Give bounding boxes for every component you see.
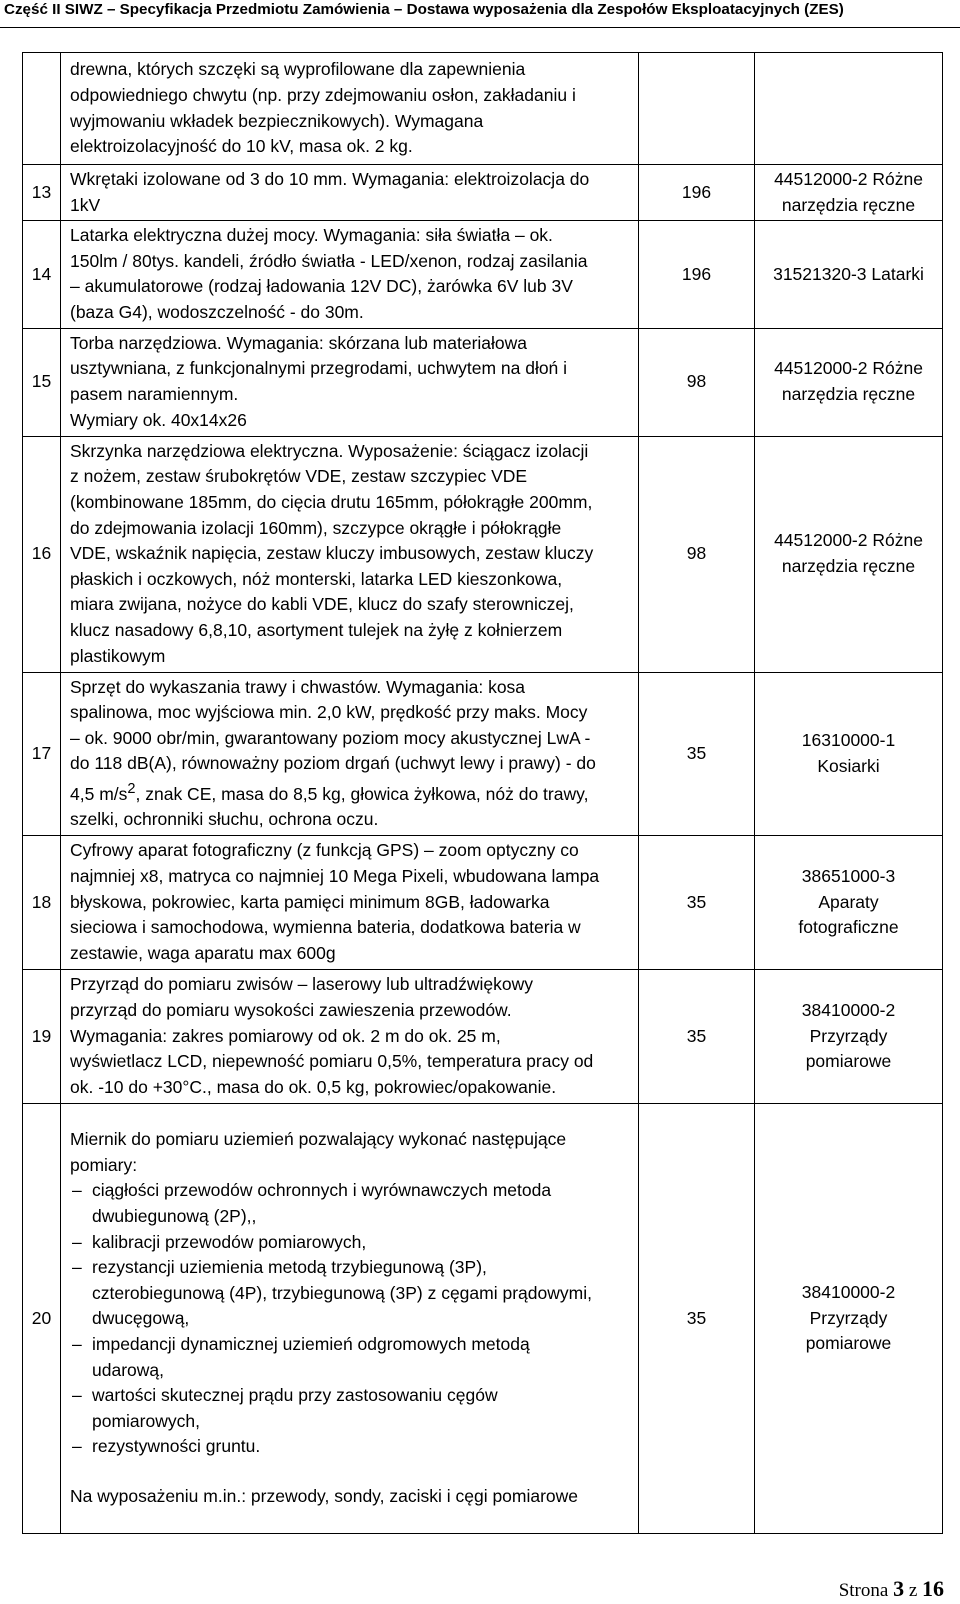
- row-number-cell: 15: [23, 328, 61, 436]
- list-item: [70, 1255, 632, 1332]
- description-line: [70, 777, 632, 807]
- list-item-line: – impedancji dynamicznej uziemień odgromowych metodą: [92, 1334, 530, 1355]
- description-line: – akumulatorowe (rodzaj ładowania 12V DC), żarówka 6V lub 3V: [70, 276, 573, 297]
- row-number-cell: [23, 53, 61, 165]
- unit-superscript: 2: [127, 780, 136, 797]
- list-item-line: – kalibracji przewodów pomiarowych,: [92, 1231, 367, 1252]
- description-line: klucz nasadowy 6,8,10, asortyment tulejek na żyłę z kołnierzem: [70, 620, 563, 641]
- description-line: pomiary:: [70, 1154, 138, 1175]
- description-line: Miernik do pomiaru uziemień pozwalający wykonać następujące: [70, 1129, 567, 1150]
- description-line: sieciowa i samochodowa, wymienna bateria, dodatkowa bateria w: [70, 917, 581, 938]
- page-footer: [839, 1576, 944, 1602]
- list-item-line: – rezystancji uziemienia metodą trzybiegunową (3P),: [92, 1257, 487, 1278]
- list-item-line: udarową,: [92, 1359, 164, 1380]
- description-line: 1kV: [70, 194, 101, 215]
- cpv-line: Przyrządy: [809, 1307, 888, 1328]
- list-item-line: dwucęgową,: [92, 1308, 190, 1329]
- row-number-cell: 18: [23, 835, 61, 969]
- row-number-cell: 19: [23, 969, 61, 1103]
- cpv-line: narzędzia ręczne: [781, 194, 916, 215]
- list-item-line: dwubiegunową (2P),,: [92, 1206, 257, 1227]
- description-line: Wkrętaki izolowane od 3 do 10 mm. Wymagania: elektroizolacja do: [70, 169, 590, 189]
- list-item-line: – rezystywności gruntu.: [92, 1436, 261, 1457]
- row-quantity-cell: 196: [639, 165, 755, 221]
- description-line: z nożem, zestaw śrubokrętów VDE, zestaw szczypiec VDE: [70, 466, 528, 487]
- description-line: (baza G4), wodoszczelność - do 30m.: [70, 301, 364, 322]
- table-row: [23, 53, 943, 165]
- description-line: miara zwijana, nożyce do kabli VDE, klucz do szafy sterowniczej,: [70, 594, 574, 615]
- row-cpv-cell: [755, 328, 943, 436]
- cpv-line: Kosiarki: [817, 755, 880, 776]
- cpv-line: Przyrządy: [809, 1025, 888, 1046]
- row-quantity-cell: [639, 53, 755, 165]
- description-line: błyskowa, pokrowiec, karta pamięci minimum 8GB, ładowarka: [70, 891, 550, 912]
- row-cpv-cell: [755, 165, 943, 221]
- description-line: Skrzynka narzędziowa elektryczna. Wyposażenie: ściągacz izolacji: [70, 440, 589, 461]
- row-description-cell: [61, 165, 639, 221]
- table-row: [23, 969, 943, 1103]
- page-label: Strona: [838, 1580, 889, 1601]
- cpv-line: 38410000-2: [801, 1000, 896, 1021]
- cpv-line: 38410000-2: [801, 1282, 896, 1303]
- description-line: (kombinowane 185mm, do cięcia drutu 165mm, półokrągłe 200mm,: [70, 492, 593, 513]
- description-line: szelki, ochronniki słuchu, ochrona oczu.: [70, 809, 379, 830]
- row-cpv-cell: [755, 835, 943, 969]
- list-item-line: czterobiegunową (4P), trzybiegunową (3P) z cęgami prądowymi,: [92, 1282, 592, 1303]
- row-cpv-cell: [755, 672, 943, 835]
- document-header-title: Część II SIWZ – Specyfikacja Przedmiotu Zamówienia – Dostawa wyposażenia dla Zespołów Eksploatacyjnych (ZES): [4, 1, 844, 18]
- description-line: 150lm / 80tys. kandeli, źródło światła - LED/xenon, rodzaj zasilania: [70, 250, 588, 271]
- list-item: [70, 1434, 632, 1460]
- specification-table: [22, 52, 943, 1534]
- table-row: [23, 436, 943, 672]
- description-line: do zdejmowania izolacji 160mm), szczypce okrągłe i półokrągłe: [70, 517, 562, 538]
- cpv-line: pomiarowe: [805, 1333, 892, 1354]
- table-row: [23, 221, 943, 328]
- cpv-line: 31521320-3 Latarki: [773, 263, 924, 284]
- measurement-list: [70, 1178, 632, 1460]
- total-pages-number: 16: [922, 1576, 944, 1601]
- row-cpv-cell: [755, 221, 943, 328]
- description-line: wyświetlacz LCD, niepewność pomiaru 0,5%, temperatura pracy od: [70, 1051, 594, 1072]
- description-line: Sprzęt do wykaszania trawy i chwastów. Wymagania: kosa: [70, 676, 526, 697]
- row-number-cell: 20: [23, 1103, 61, 1533]
- description-line: elektroizolacyjność do 10 kV, masa ok. 2 kg.: [70, 136, 413, 157]
- cpv-line: 44512000-2 Różne: [774, 530, 923, 551]
- row-description-cell: [61, 53, 639, 165]
- description-line: Na wyposażeniu m.in.: przewody, sondy, zaciski i cęgi pomiarowe: [70, 1486, 579, 1507]
- description-line: spalinowa, moc wyjściowa min. 2,0 kW, prędkość przy maks. Mocy: [70, 702, 588, 723]
- table-row: [23, 835, 943, 969]
- list-item: [70, 1230, 632, 1256]
- list-item: [70, 1332, 632, 1383]
- table-row: [23, 165, 943, 221]
- description-line: najmniej x8, matryca co najmniej 10 Mega Pixeli, wbudowana lampa: [70, 866, 600, 887]
- row-description-cell: [61, 672, 639, 835]
- row-cpv-cell: [755, 1103, 943, 1533]
- row-quantity-cell: 98: [639, 328, 755, 436]
- row-quantity-cell: 35: [639, 835, 755, 969]
- row-cpv-cell: [755, 53, 943, 165]
- description-line: wyjmowaniu wkładek bezpiecznikowych). Wymagana: [70, 110, 484, 131]
- row-number-cell: 16: [23, 436, 61, 672]
- description-line: ok. -10 do +30°C., masa do ok. 0,5 kg, pokrowiec/opakowanie.: [70, 1076, 557, 1097]
- description-line: Latarka elektryczna dużej mocy. Wymagania: siła światła – ok.: [70, 225, 553, 246]
- description-line: Torba narzędziowa. Wymagania: skórzana lub materiałowa: [70, 332, 528, 353]
- description-line: do 118 dB(A), równoważny poziom drgań (uchwyt lewy i prawy) - do: [70, 753, 596, 774]
- description-line: przyrząd do pomiaru wysokości zawieszenia przewodów.: [70, 1000, 512, 1021]
- description-line-rest: , znak CE, masa do 8,5 kg, głowica żyłkowa, nóż do trawy,: [135, 783, 589, 804]
- cpv-line: fotograficzne: [798, 917, 899, 938]
- row-quantity-cell: 196: [639, 221, 755, 328]
- description-line: usztywniana, z funkcjonalnymi przegrodami, uchwytem na dłoń i: [70, 358, 568, 379]
- list-item: [70, 1178, 632, 1229]
- description-line: VDE, wskaźnik napięcia, zestaw kluczy imbusowych, zestaw kluczy: [70, 543, 594, 564]
- cpv-line: 44512000-2 Różne: [774, 169, 923, 189]
- description-line: zestawie, waga aparatu max 600g: [70, 942, 336, 963]
- unit-ms: 4,5 m/s: [70, 783, 128, 804]
- page-separator: z: [908, 1580, 918, 1601]
- description-line: plastikowym: [70, 645, 166, 666]
- cpv-line: 38651000-3: [801, 866, 896, 887]
- row-quantity-cell: 35: [639, 1103, 755, 1533]
- description-line: odpowiedniego chwytu (np. przy zdejmowaniu osłon, zakładaniu i: [70, 84, 576, 105]
- header-rule: [0, 27, 960, 28]
- row-description-cell: [61, 835, 639, 969]
- row-description-cell: [61, 436, 639, 672]
- list-item-line: pomiarowych,: [92, 1410, 200, 1431]
- description-line: Przyrząd do pomiaru zwisów – laserowy lub ultradźwiękowy: [70, 974, 533, 995]
- cpv-line: narzędzia ręczne: [781, 556, 916, 577]
- cpv-line: 16310000-1: [801, 730, 896, 751]
- row-cpv-cell: [755, 969, 943, 1103]
- description-line: drewna, których szczęki są wyprofilowane dla zapewnienia: [70, 59, 526, 80]
- list-item-line: – ciągłości przewodów ochronnych i wyrównawczych metoda: [92, 1180, 552, 1201]
- cpv-line: narzędzia ręczne: [781, 384, 916, 405]
- spacer: [70, 1460, 632, 1484]
- row-quantity-cell: 35: [639, 672, 755, 835]
- description-line: płaskich i oczkowych, nóż monterski, latarka LED kieszonkowa,: [70, 568, 563, 589]
- list-item-line: – wartości skutecznej prądu przy zastosowaniu cęgów: [92, 1385, 498, 1406]
- description-line: pasem naramiennym.: [70, 384, 239, 405]
- cpv-line: Aparaty: [818, 891, 879, 912]
- row-description-cell: [61, 969, 639, 1103]
- row-number-cell: 13: [23, 165, 61, 221]
- row-description-cell: [61, 328, 639, 436]
- cpv-line: 44512000-2 Różne: [774, 358, 923, 379]
- row-number-cell: 14: [23, 221, 61, 328]
- table-row: [23, 328, 943, 436]
- row-cpv-cell: [755, 436, 943, 672]
- description-line: Cyfrowy aparat fotograficzny (z funkcją GPS) – zoom optyczny co: [70, 840, 579, 861]
- table-row: [23, 1103, 943, 1533]
- description-line: Wymagania: zakres pomiarowy od ok. 2 m do ok. 25 m,: [70, 1025, 501, 1046]
- current-page-number: 3: [893, 1576, 905, 1601]
- row-description-cell: [61, 221, 639, 328]
- document-header: [0, 0, 960, 26]
- description-line: – ok. 9000 obr/min, gwarantowany poziom mocy akustycznej LwA -: [70, 727, 591, 748]
- row-quantity-cell: 35: [639, 969, 755, 1103]
- table-row: [23, 672, 943, 835]
- cpv-line: pomiarowe: [805, 1051, 892, 1072]
- description-line: Wymiary ok. 40x14x26: [70, 409, 247, 430]
- row-number-cell: 17: [23, 672, 61, 835]
- list-item: [70, 1383, 632, 1434]
- row-description-cell: [61, 1103, 639, 1533]
- row-quantity-cell: 98: [639, 436, 755, 672]
